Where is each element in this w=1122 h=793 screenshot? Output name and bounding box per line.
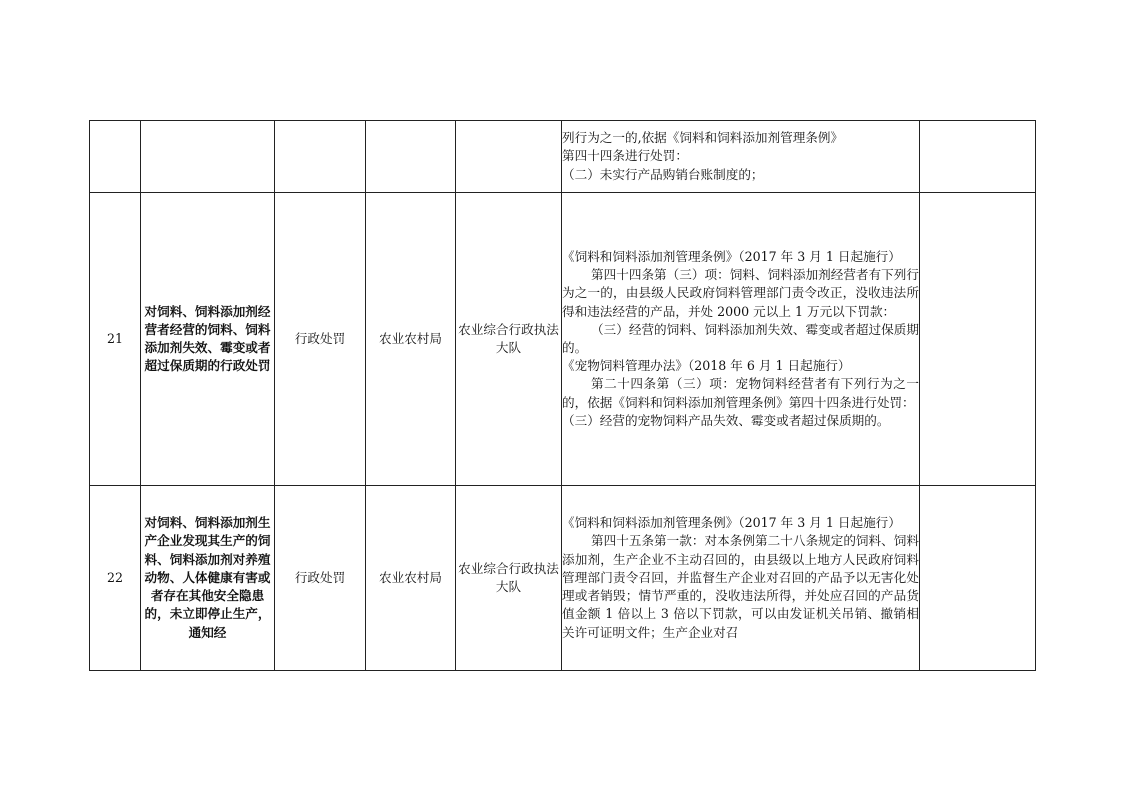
basis-paragraph: （三）经营的宠物饲料产品失效、霉变或者超过保质期的。 [562,412,890,428]
item-name [141,121,275,193]
item-name: 对饲料、饲料添加剂经营者经营的饲料、饲料添加剂失效、霉变或者超过保质期的行政处罚 [141,193,275,486]
item-enforcement-unit [456,121,562,193]
item-remark [920,193,1036,486]
item-remark [920,121,1036,193]
item-number: 22 [90,486,141,671]
basis-paragraph: （三）经营的饲料、饲料添加剂失效、霉变或者超过保质期的。 [562,321,919,355]
basis-paragraph: 《饲料和饲料添加剂管理条例》（2017 年 3 月 1 日起施行） [562,515,901,531]
item-category: 行政处罚 [275,486,366,671]
item-name: 对饲料、饲料添加剂生产企业发现其生产的饲料、饲料添加剂对养殖动物、人体健康有害或者存在其他安全隐患的，未立即停止生产，通知经 [141,486,275,671]
basis-paragraph: 《饲料和饲料添加剂管理条例》（2017 年 3 月 1 日起施行） [562,248,901,264]
item-number: 21 [90,193,141,486]
item-category: 行政处罚 [275,193,366,486]
basis-paragraph: 第四十四条第（三）项：饲料、饲料添加剂经营者有下列行为之一的，由县级人民政府饲料管理部门责令改正，没收违法所得和违法经营的产品，并处 2000 元以上 1 万元以下罚款： [562,267,919,319]
basis-paragraph: 第四十五条第一款：对本条例第二十八条规定的饲料、饲料添加剂，生产企业不主动召回的，由县级以上地方人民政府饲料管理部门责令召回，并监督生产企业对召回的产品予以无害化处理或者销毁；情节严重的，没收违法所得，并处应召回的产品货值金额 1 倍以上 3 倍以下罚款，可以由发证机关吊销、撤销相关许可证明文件；生产企业对召 [562,533,919,640]
item-category [275,121,366,193]
basis-paragraph: 第二十四条第（三）项：宠物饲料经营者有下列行为之一的，依据《饲料和饲料添加剂管理条例》第四十四条进行处罚： [562,376,919,410]
item-department [366,121,456,193]
table-row [90,193,1036,486]
item-legal-basis [562,121,920,193]
basis-paragraph: （二）未实行产品购销台账制度的； [562,166,764,182]
table-row [90,486,1036,671]
item-department: 农业农村局 [366,486,456,671]
basis-paragraph: 列行为之一的,依据《饲料和饲料添加剂管理条例》 [562,130,844,146]
item-enforcement-unit: 农业综合行政执法大队 [456,486,562,671]
item-legal-basis [562,193,920,486]
item-enforcement-unit: 农业综合行政执法大队 [456,193,562,486]
basis-paragraph: 《宠物饲料管理办法》（2018 年 6 月 1 日起施行） [562,358,851,374]
item-remark [920,486,1036,671]
item-department: 农业农村局 [366,193,456,486]
item-number [90,121,141,193]
item-legal-basis [562,486,920,671]
enforcement-table [89,120,1036,671]
basis-paragraph: 第四十四条进行处罚： [562,148,688,164]
table-row [90,121,1036,193]
